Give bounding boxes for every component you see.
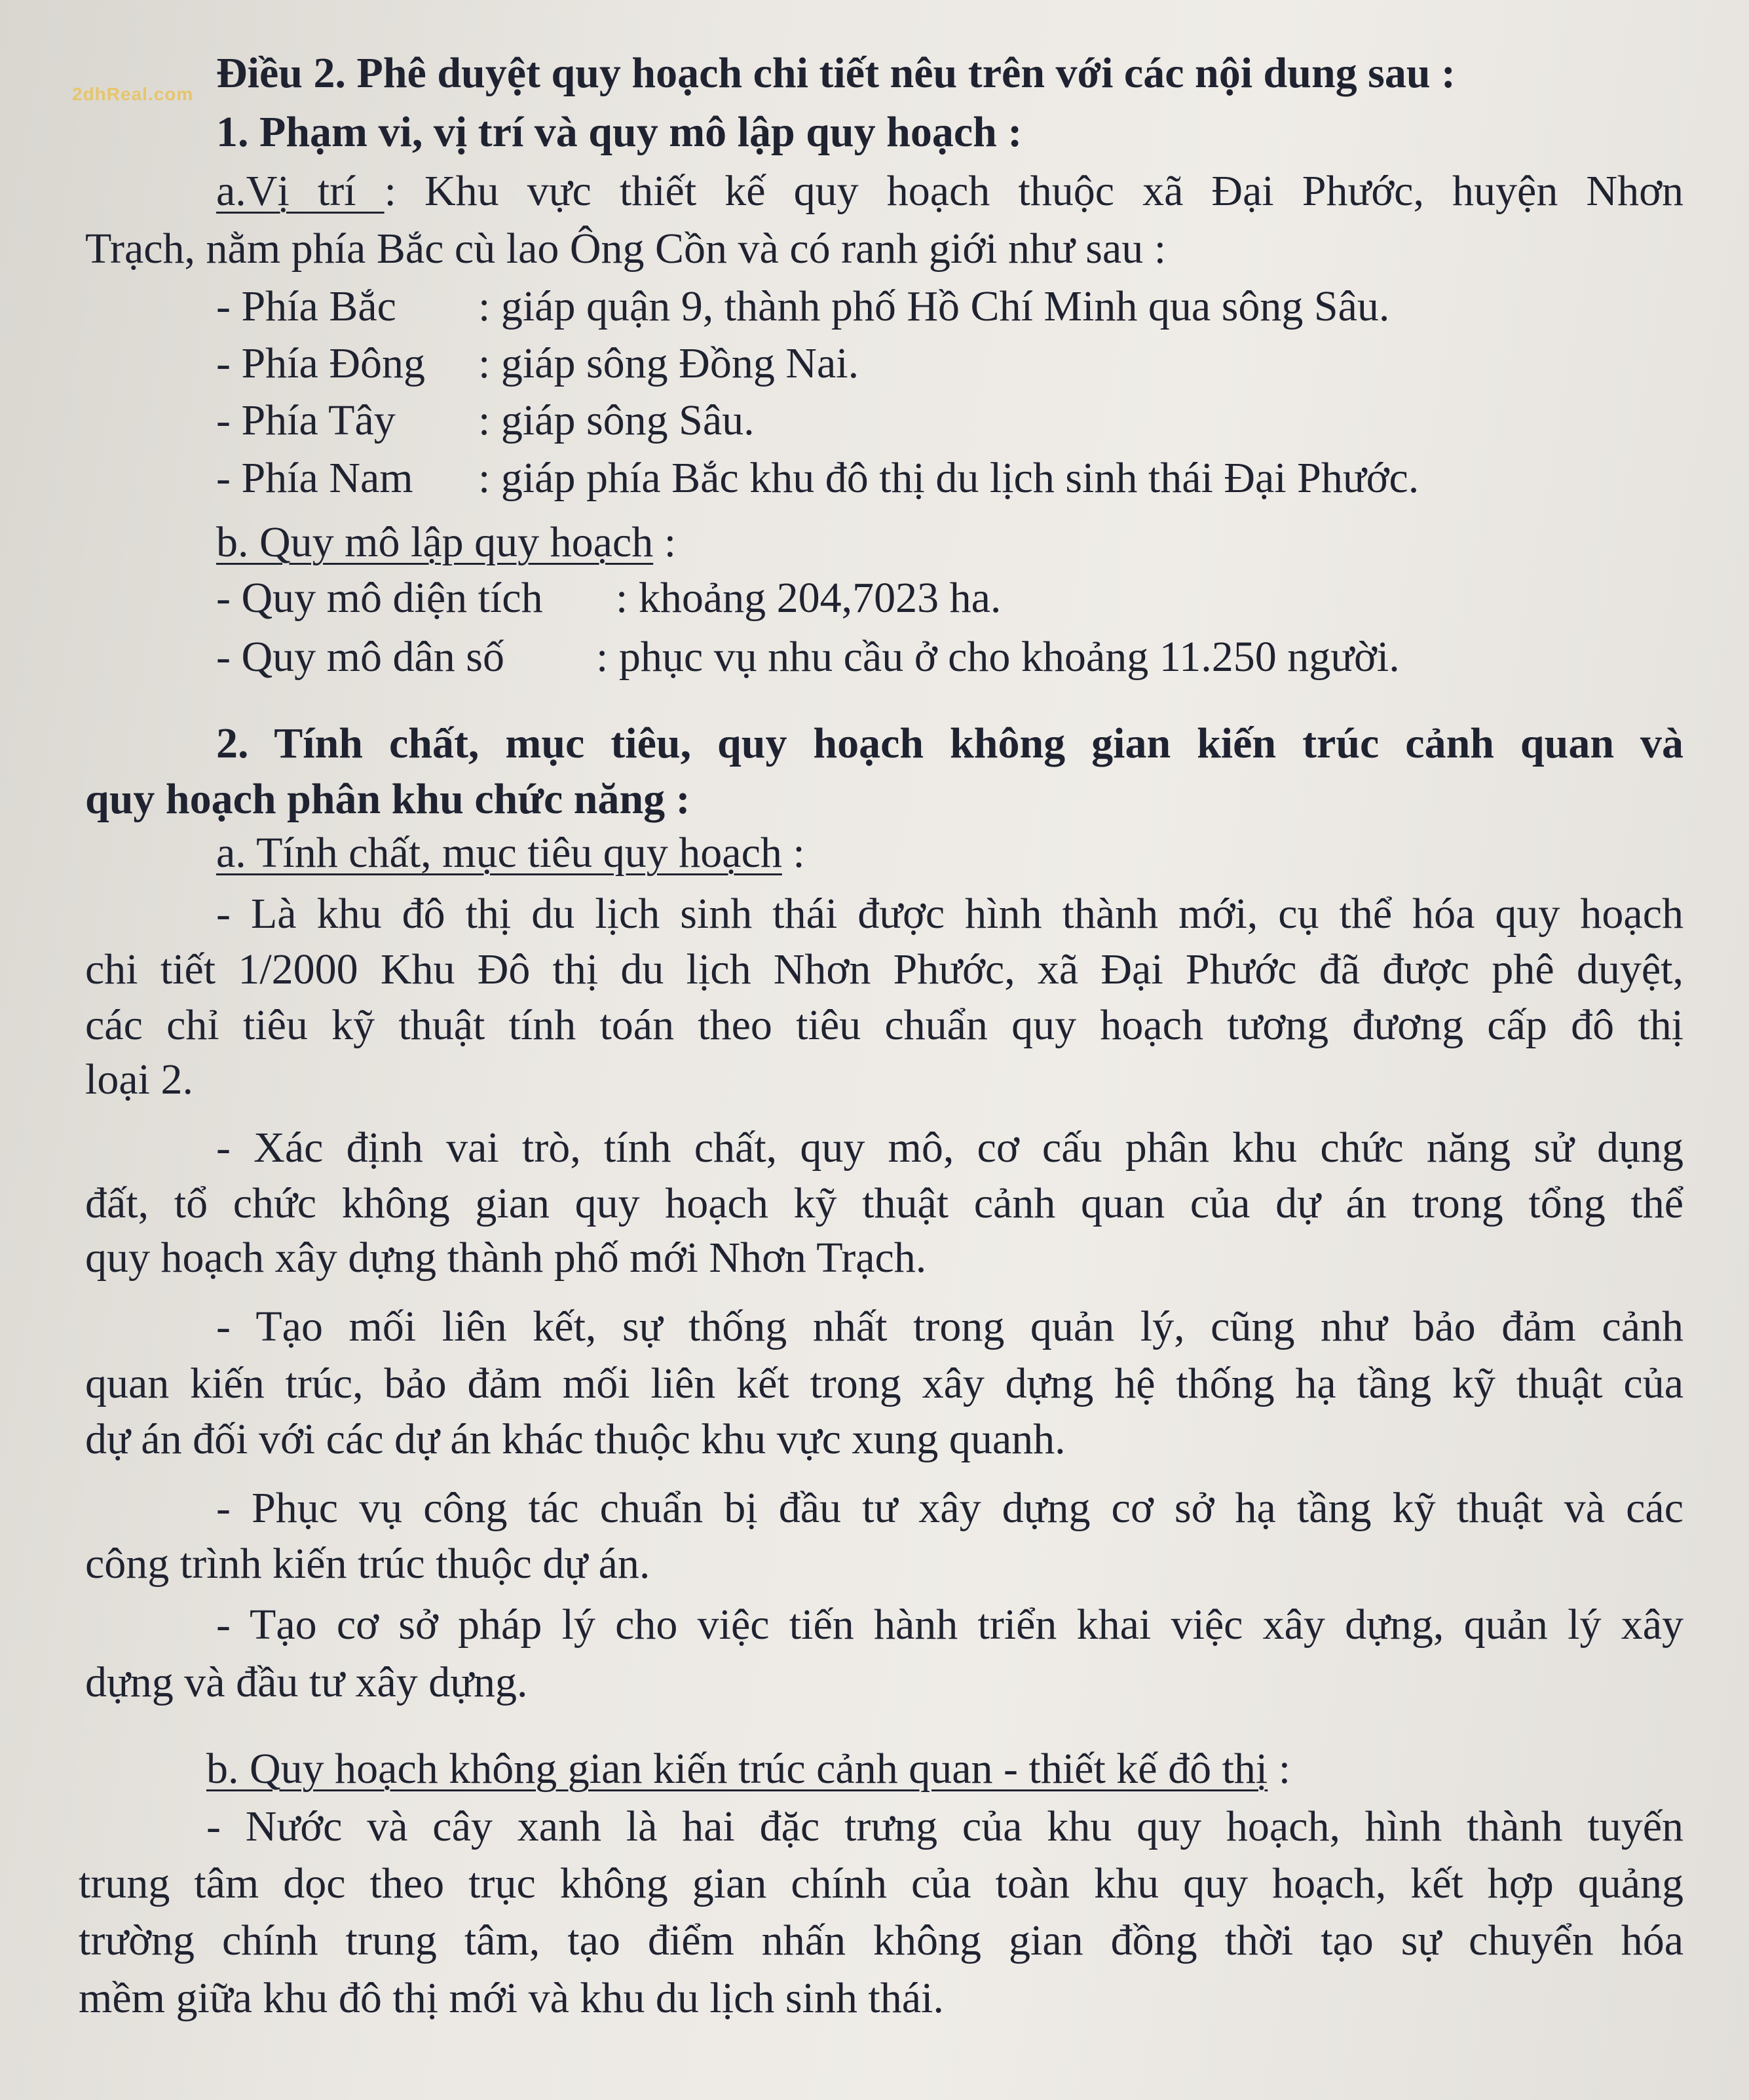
scale-value-population: : phục vụ nhu cầu ở cho khoảng 11.250 người. bbox=[596, 633, 1400, 681]
border-row bbox=[216, 280, 1683, 333]
design-heading bbox=[206, 1743, 1683, 1795]
paragraph-line: dự án đối với các dự án khác thuộc khu vực xung quanh. bbox=[85, 1415, 1066, 1463]
scale-label-area: - Quy mô diện tích bbox=[216, 574, 543, 622]
purpose-heading bbox=[216, 827, 1683, 879]
border-side: - Phía Nam bbox=[216, 454, 413, 502]
paragraph-line: quan kiến trúc, bảo đảm mối liên kết trong xây dựng hệ thống hạ tầng kỹ thuật của bbox=[85, 1360, 1683, 1407]
paragraph-line: trung tâm dọc theo trục không gian chính của toàn khu quy hoạch, kết hợp quảng bbox=[79, 1860, 1683, 1907]
location-line-2: Trạch, nằm phía Bắc cù lao Ông Cồn và có ranh giới như sau : bbox=[85, 225, 1167, 273]
paragraph-line: - Nước và cây xanh là hai đặc trưng của khu quy hoạch, hình thành tuyến bbox=[206, 1803, 1683, 1850]
border-desc: : giáp sông Đồng Nai. bbox=[478, 339, 859, 387]
section2-title-2: quy hoạch phân khu chức năng : bbox=[85, 775, 690, 823]
paragraph-line: công trình kiến trúc thuộc dự án. bbox=[85, 1540, 650, 1588]
paragraph-line: chi tiết 1/2000 Khu Đô thị du lịch Nhơn Phước, xã Đại Phước đã được phê duyệt, bbox=[85, 945, 1683, 993]
scale-row bbox=[216, 572, 1683, 624]
location-label: a.Vị trí bbox=[216, 167, 385, 215]
paragraph-line: - Xác định vai trò, tính chất, quy mô, cơ cấu phân khu chức năng sử dụng bbox=[216, 1124, 1683, 1172]
section1-title: 1. Phạm vi, vị trí và quy mô lập quy hoạch : bbox=[216, 108, 1023, 156]
design-label: b. Quy hoạch không gian kiến trúc cảnh quan - thiết kế đô thị bbox=[206, 1745, 1268, 1793]
location-text: : Khu vực thiết kế quy hoạch thuộc xã Đại Phước, huyện Nhơn bbox=[384, 167, 1683, 215]
border-desc: : giáp phía Bắc khu đô thị du lịch sinh thái Đại Phước. bbox=[478, 454, 1420, 502]
scale-colon: : bbox=[653, 518, 677, 566]
scale-heading bbox=[216, 516, 1683, 569]
article-heading-text: Điều 2. Phê duyệt quy hoạch chi tiết nêu trên với các nội dung sau : bbox=[216, 49, 1456, 97]
border-row bbox=[216, 337, 1683, 390]
purpose-colon: : bbox=[781, 829, 805, 877]
scale-value-area: : khoảng 204,7023 ha. bbox=[616, 574, 1002, 622]
article-heading bbox=[216, 47, 1683, 100]
border-desc: : giáp quận 9, thành phố Hồ Chí Minh qua sông Sâu. bbox=[478, 282, 1390, 330]
border-row bbox=[216, 452, 1683, 505]
watermark: 2dhReal.com bbox=[72, 84, 194, 104]
paragraph-line: dựng và đầu tư xây dựng. bbox=[85, 1658, 528, 1706]
scale-label-population: - Quy mô dân số bbox=[216, 633, 504, 681]
location-line bbox=[216, 165, 1683, 218]
paragraph-line: - Phục vụ công tác chuẩn bị đầu tư xây dựng cơ sở hạ tầng kỹ thuật và các bbox=[216, 1484, 1683, 1532]
border-desc: : giáp sông Sâu. bbox=[478, 396, 755, 444]
paragraph-line: các chỉ tiêu kỹ thuật tính toán theo tiêu chuẩn quy hoạch tương đương cấp đô thị bbox=[85, 1001, 1683, 1049]
section2-title: 2. Tính chất, mục tiêu, quy hoạch không gian kiến trúc cảnh quan và bbox=[216, 719, 1683, 767]
paragraph-line: loại 2. bbox=[85, 1056, 193, 1103]
scale-row bbox=[216, 631, 1683, 683]
paragraph-line: - Tạo cơ sở pháp lý cho việc tiến hành triển khai việc xây dựng, quản lý xây bbox=[216, 1601, 1683, 1649]
scale-label: b. Quy mô lập quy hoạch bbox=[216, 518, 654, 566]
purpose-label: a. Tính chất, mục tiêu quy hoạch bbox=[216, 829, 782, 877]
border-side: - Phía Tây bbox=[216, 396, 396, 444]
paragraph-line: đất, tổ chức không gian quy hoạch kỹ thuật cảnh quan của dự án trong tổng thể bbox=[85, 1179, 1683, 1227]
paragraph-line: - Tạo mối liên kết, sự thống nhất trong quản lý, cũng như bảo đảm cảnh bbox=[216, 1303, 1683, 1350]
border-side: - Phía Bắc bbox=[216, 282, 396, 330]
border-row bbox=[216, 394, 1683, 447]
paragraph-line: mềm giữa khu đô thị mới và khu du lịch sinh thái. bbox=[79, 1974, 944, 2022]
paragraph-line: - Là khu đô thị du lịch sinh thái được hình thành mới, cụ thể hóa quy hoạch bbox=[216, 890, 1683, 938]
paragraph-line: quy hoạch xây dựng thành phố mới Nhơn Trạch. bbox=[85, 1234, 927, 1282]
paragraph-line: trường chính trung tâm, tạo điểm nhấn không gian đồng thời tạo sự chuyển hóa bbox=[79, 1917, 1683, 1964]
design-colon: : bbox=[1268, 1745, 1291, 1793]
border-side: - Phía Đông bbox=[216, 339, 425, 387]
